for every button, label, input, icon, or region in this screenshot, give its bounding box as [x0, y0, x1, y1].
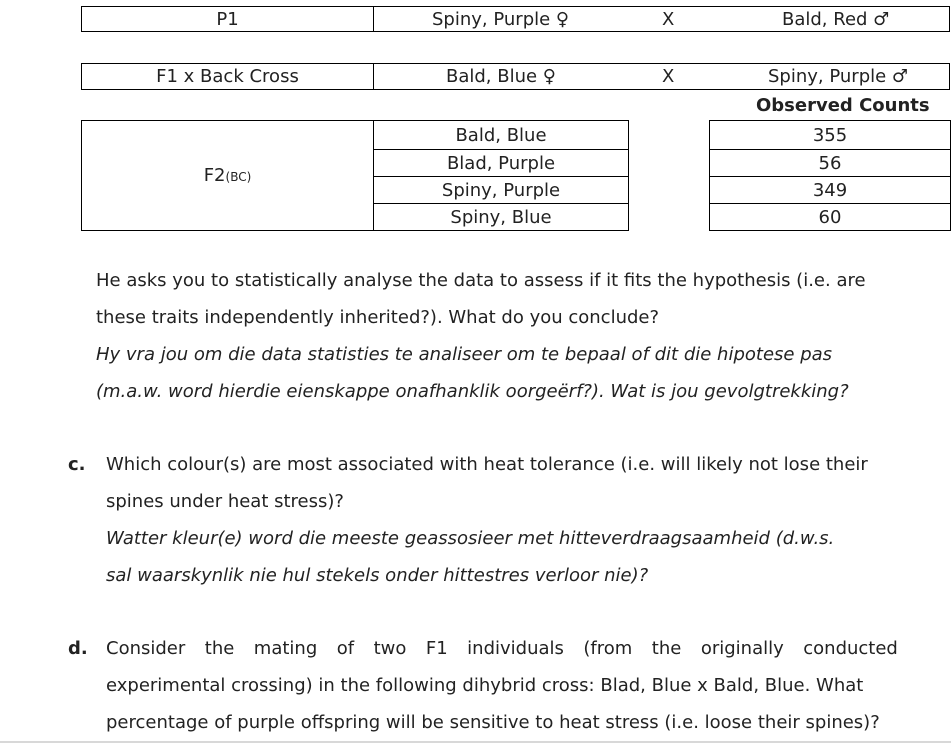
bc-female: Bald, Blue ♀ [446, 66, 556, 87]
bc-cross-symbol: X [662, 66, 675, 87]
count-cell: 355 [709, 120, 951, 150]
p1-label-cell [81, 6, 374, 32]
question-b-en-line1: He asks you to statistically analyse the data to assess if it fits the hypothesis (i.e. are [96, 270, 866, 291]
bc-label-cell [81, 63, 374, 90]
count-cell: 349 [709, 176, 951, 204]
f2-label-cell [81, 120, 374, 231]
question-d-line3: percentage of purple offspring will be sensitive to heat stress (i.e. loose their spines)? [106, 712, 880, 733]
question-b [96, 262, 866, 410]
phenotype-cell: Spiny, Blue [373, 203, 629, 231]
phenotype-cell: Bald, Blue [373, 120, 629, 150]
page-bottom-divider [0, 741, 951, 743]
p1-female: Spiny, Purple ♀ [432, 8, 570, 30]
p1-male: Bald, Red ♂ [782, 8, 890, 30]
question-c-af-line1: Watter kleur(e) word die meeste geassosieer met hitteverdraagsaamheid (d.w.s. [106, 528, 835, 549]
observed-counts-header: Observed Counts [756, 94, 930, 116]
question-c-af-line2: sal waarskynlik nie hul stekels onder hittestres verloor nie)? [106, 565, 649, 586]
count-cell: 56 [709, 149, 951, 177]
question-c-letter: c. [68, 454, 86, 475]
f2-label: F2(BC) [203, 165, 252, 186]
p1-label: P1 [216, 8, 239, 30]
count-cell: 60 [709, 203, 951, 231]
bc-label: F1 x Back Cross [156, 66, 299, 87]
question-b-en-line2: these traits independently inherited?). What do you conclude? [96, 307, 660, 328]
phenotype-cell: Spiny, Purple [373, 176, 629, 204]
question-c [106, 446, 868, 594]
question-d-letter: d. [68, 638, 88, 659]
question-d-line2: experimental crossing) in the following dihybrid cross: Blad, Blue x Bald, Blue. What [106, 675, 864, 696]
question-d [106, 630, 898, 741]
bc-male: Spiny, Purple ♂ [768, 66, 909, 87]
question-c-en-line1: Which colour(s) are most associated with heat tolerance (i.e. will likely not lose their [106, 454, 868, 475]
question-d-line1: Consider the mating of two F1 individuals (from the originally conducted [106, 638, 898, 659]
question-c-en-line2: spines under heat stress)? [106, 491, 344, 512]
p1-cross-symbol: X [662, 8, 675, 30]
question-b-af-line1: Hy vra jou om die data statisties te analiseer om te bepaal of dit die hipotese pas [96, 344, 833, 365]
p1-cross-cell [373, 6, 950, 32]
phenotype-cell: Blad, Purple [373, 149, 629, 177]
question-b-af-line2: (m.a.w. word hierdie eienskappe onafhanklik oorgeërf?). Wat is jou gevolgtrekking? [96, 381, 849, 402]
bc-cross-cell [373, 63, 950, 90]
